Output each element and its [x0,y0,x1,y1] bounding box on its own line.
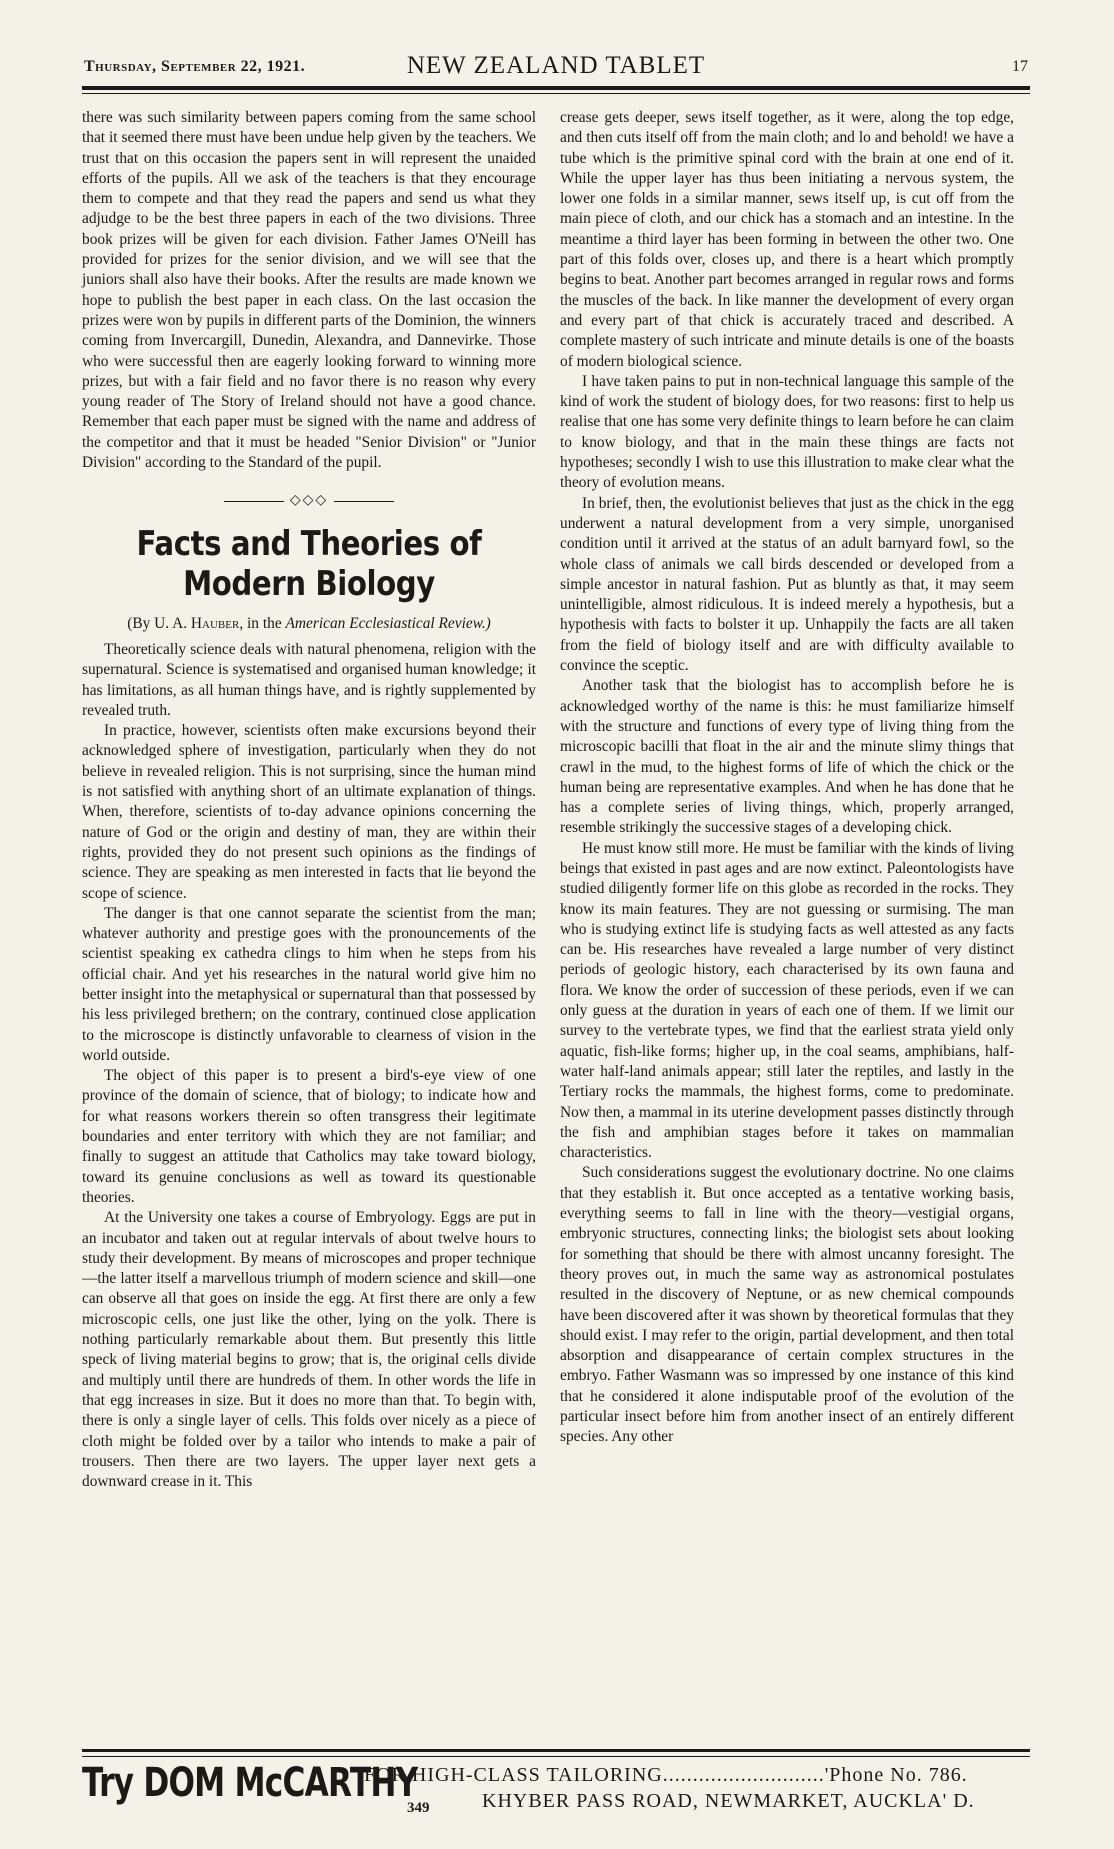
masthead-rule [82,86,1030,90]
right-column [560,108,1014,1448]
source-name: American Ecclesiastical Review.) [285,614,491,632]
masthead-rule-thin [82,93,1030,94]
ad-brand: Try DOM McCARTHY [82,1760,418,1806]
article-headline: Facts and Theories of Modern Biology [136,523,482,604]
left-column [82,108,536,1492]
ad-tagline: FOR HIGH-CLASS TAILORING...........................'Phone No. 786. [364,1764,968,1786]
folio-number: 349 [407,1800,430,1816]
page-number: 17 [1012,58,1028,75]
article-paragraph: Another task that the biologist has to accomplish before he is acknowledged worthy of the name is this: he must familiarize himself with the structure and functions of every type of living thing from the microscopic bacilli that float in the air and the minute slimy things that crawl in the mud, to the highest forms of life of which the chick or the human being are representative examples. And when he has done that he has a complete series of living things, which, properly arranged, resemble strikingly the successive stages of a developing chick. [560,677,1014,837]
tailor-advertisement [82,1760,1030,1830]
intro-paragraph: there was such similarity between papers coming from the same school that it seemed there must have been undue help given by the teachers. We trust that on this occasion the papers sent in will represent the unaided efforts of the pupils. All we ask of the teachers is that they encourage them to compete and that they read the papers and send us what they adjudge to be the best three papers in each of the two divisions. Three book prizes will be given for each division. Father James O'Neill has provided for prizes for the senior division, and we will see that the juniors shall also have their books. After the results are made known we hope to publish the best paper in each class. On the last occasion the prizes were won by pupils in different parts of the Dominion, the winners coming from Invercargill, Dunedin, Alexandra, and Dannevirke. Those who were successful then are eagerly looking forward to winning more prizes, but with a fair field and no favor there is no reason why every young reader of The Story of Ireland should not have a good chance. Remember that each paper must be signed with the name and address of the competitor and that it must be headed "Senior Division" or "Junior Division" according to the Standard of the pupil. [82,109,536,472]
footer-rule-thin [82,1756,1030,1757]
article-paragraph: He must know still more. He must be familiar with the kinds of living beings that existed in past ages and are now extinct. Paleontologists have studied diligently former life on this globe as recorded in the rocks. They know its main features. They are not guessing or surmising. The man who is studying extinct life is studying facts as well attested as any facts can be. His researches have revealed a large number of very distinct periods of geologic history, each characterised by its own fauna and flora. We know the order of succession of these periods, even if we can only guess at the duration in years of each one of them. If we limit our survey to the vertebrate types, we find that the earliest strata yield only aquatic, fish-like forms; higher up, in the coal seams, amphibians, half-water half-land animals appear; still later the reptiles, and lastly in the Tertiary rocks the mammals, the highest forms, come to predominate. Now then, a mammal in its uterine development passes distinctly through the fish and amphibian stages before it takes on mammalian characteristics. [560,839,1014,1162]
article-paragraph: crease gets deeper, sews itself together, as it were, along the top edge, and then cuts itself off from the main cloth; and lo and behold! we have a tube which is the primitive spinal cord with the brain at one end of it. While the upper layer has thus been initiating a nervous system, the lower one folds in a similar manner, sews itself up, is cut off from the main piece of cloth, and our chick has a stomach and an intestine. In the meantime a third layer has been forming in between the other two. One part of this folds over, closes up, and there is a heart which promptly begins to beat. Another part becomes arranged in regular rows and forms the muscles of the back. In like manner the development of every organ and every part of that chick is accurately traced and described. A complete mastery of such intricate and minute details is one of the boasts of modern biological science. [560,109,1014,370]
publication-title: NEW ZEALAND TABLET [406,52,706,79]
section-ornament: ◇◇◇ [82,491,536,511]
article-byline: (By U. A. Hauber, in the American Ecclesiastical Review.) [127,614,491,632]
article-paragraph: The object of this paper is to present a bird's-eye view of one province of the domain of science, that of biology; to indicate how and for what reasons workers therein so often transgress their legitimate boundaries and enter territory with which they are not familiar; and finally to suggest an attitude that Catholics may take toward biology, toward its genuine conclusions as well as toward its questionable theories. [82,1067,536,1206]
masthead [84,52,1028,88]
article-paragraph: The danger is that one cannot separate the scientist from the man; whatever authority and prestige goes with the pronouncements of the scientist speaking ex cathedra clings to him when he steps from his official chair. And yet his researches in the natural world give him no better insight into the metaphysical or supernatural than that possessed by his less privileged brethern; on the contrary, continued close application to the microscope is distinctly unfavorable to clearness of vision in the world outside. [82,904,536,1064]
article-paragraph: Such considerations suggest the evolutionary doctrine. No one claims that they establish it. But once accepted as a tentative working basis, everything seems to fall in line with the theory—vestigial organs, embryonic structures, connecting links; the biologist sets about looking for something that should be there with almost uncanny foresight. The theory proves out, in much the same way as astronomical postulates resulted in the discovery of Neptune, or as new chemical compounds have been discovered after it was shown by theoretical formulas that they should exist. I may refer to the origin, partial development, and then total absorption and disappearance of certain complex structures in the embryo. Father Wasmann was so impressed by one instance of this kind that he considered it alone indisputable proof of the evolution of the particular insect before him from another insect of an entirely different species. Any other [560,1164,1014,1446]
article-paragraph: In brief, then, the evolutionist believes that just as the chick in the egg underwent a natural development from a very simple, unorganised condition until it arrived at the status of an adult barnyard fowl, so the whole class of animals we call birds descended or developed from a simple ancestor in natural fashion. Put as bluntly as that, it may seem unintelligible, almost ridiculous. It is indeed merely a hypothesis, but a hypothesis with facts to bolster it up. Unhappily the facts are all taken from the field of biology itself and are with difficulty available to convince the sceptic. [560,494,1014,675]
author-name: U. A. Hauber, [154,614,244,632]
footer-rule [82,1749,1030,1752]
article-paragraph: In practice, however, scientists often make excursions beyond their acknowledged sphere of investigation, particularly when they do not believe in revealed religion. This is not surprising, since the human mind is not satisfied with anything short of an ultimate explanation of things. When, therefore, scientists of to-day advance opinions concerning the nature of God or the origin and destiny of man, they are within their rights, provided they do not present such opinions as the findings of science. They are speaking as men interested in facts that lie beyond the scope of science. [82,722,536,902]
article-paragraph: Theoretically science deals with natural phenomena, religion with the supernatural. Science is systematised and organised human knowledge; it has limitations, as all human things have, and is rightly supplemented by revealed truth. [82,640,536,719]
issue-date: Thursday, September 22, 1921. [84,58,306,75]
article-paragraph: I have taken pains to put in non-technical language this sample of the kind of work the student of biology does, for two reasons: first to help us realise that one has some very definite things to learn before he can claim to know biology, and that in the main these things are facts not hypotheses; secondly I wish to use this illustration to make clear what the theory of evolution means. [560,372,1014,492]
article-paragraph: At the University one takes a course of Embryology. Eggs are put in an incubator and taken out at regular intervals of about twelve hours to study their development. By means of microscopes and proper technique—the latter itself a marvellous triumph of modern science and skill—one can observe all that goes on inside the egg. At first there are only a few microscopic cells, one just like the other, lying on the yolk. There is nothing particularly remarkable about them. But presently this little speck of living material begins to grow; that is, the original cells divide and multiply until there are hundreds of them. In other words the life in that egg increases in size. But it does no more than that. To begin with, there is only a single layer of cells. This folds over nicely as a piece of cloth might be folded over by a tailor who intends to make a pair of trousers. Then there are two layers. The upper layer next gets a downward crease in it. This [82,1209,536,1491]
ad-address: KHYBER PASS ROAD, NEWMARKET, AUCKLA' D. [482,1790,975,1812]
